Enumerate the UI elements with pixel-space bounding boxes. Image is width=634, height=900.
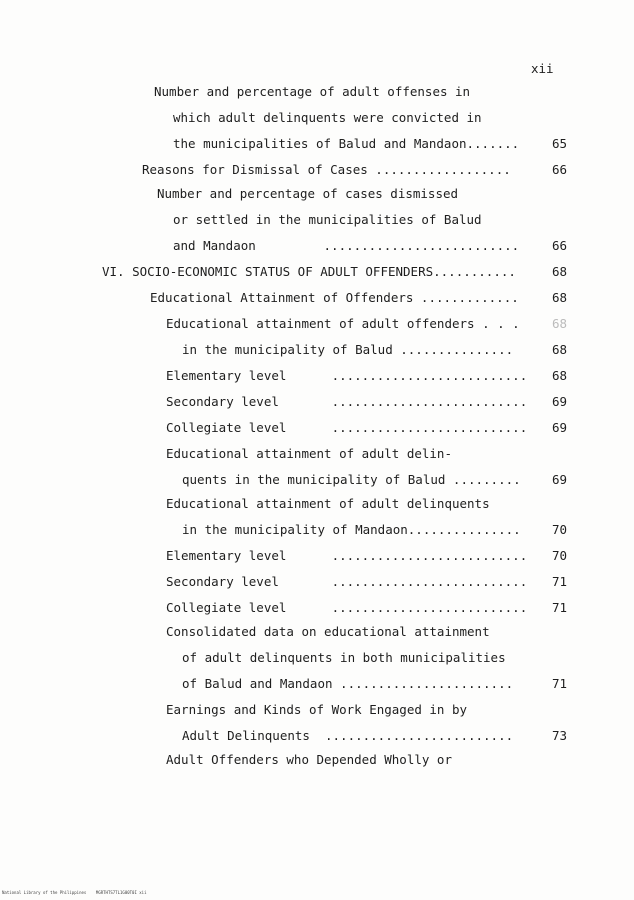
toc-line: Educational attainment of adult offenders . . .: [166, 316, 520, 331]
toc-line: Secondary level ..........................: [166, 574, 528, 589]
toc-line: quents in the municipality of Balud .........: [182, 472, 521, 487]
toc-line: Educational Attainment of Offenders .............: [150, 290, 519, 305]
toc-page-number: 66: [551, 238, 567, 253]
toc-line: Secondary level ..........................: [166, 394, 528, 409]
toc-line: in the municipality of Mandaon...............: [182, 522, 521, 537]
toc-line: Earnings and Kinds of Work Engaged in by: [166, 702, 468, 717]
toc-page-number: 68: [551, 264, 567, 279]
toc-line: Number and percentage of cases dismissed: [157, 186, 459, 201]
toc-chapter-line: VI. SOCIO-ECONOMIC STATUS OF ADULT OFFENDERS...........: [102, 264, 516, 279]
toc-line: of Balud and Mandaon .......................: [182, 676, 514, 691]
toc-line: of adult delinquents in both municipalities: [182, 650, 506, 665]
toc-page-number: 71: [551, 574, 567, 589]
toc-page-number: 69: [551, 394, 567, 409]
toc-line: Elementary level ..........................: [166, 368, 528, 383]
toc-line: and Mandaon ..........................: [173, 238, 520, 253]
toc-line: Elementary level ..........................: [166, 548, 528, 563]
toc-line: Consolidated data on educational attainment: [166, 624, 490, 639]
toc-page-number: 65: [551, 136, 567, 151]
toc-line: which adult delinquents were convicted in: [173, 110, 482, 125]
toc-line: Reasons for Dismissal of Cases ..................: [142, 162, 511, 177]
toc-page-number: 69: [551, 472, 567, 487]
toc-line: Educational attainment of adult delinquents: [166, 496, 490, 511]
toc-page-number: 70: [551, 548, 567, 563]
toc-line: Number and percentage of adult offenses in: [154, 84, 471, 99]
toc-page-number: 68: [551, 342, 567, 357]
toc-page-number: 68: [551, 368, 567, 383]
page-number: xii: [531, 61, 554, 76]
toc-line: the municipalities of Balud and Mandaon.......: [173, 136, 520, 151]
toc-line: Collegiate level ..........................: [166, 420, 528, 435]
toc-page-number: 73: [551, 728, 567, 743]
toc-page-number: 70: [551, 522, 567, 537]
toc-line: Collegiate level ..........................: [166, 600, 528, 615]
toc-page-number: 71: [551, 600, 567, 615]
toc-page-number: 69: [551, 420, 567, 435]
scan-footer: National Library of the Philippines MGRTHTS7TL1G00T0I xii: [2, 890, 147, 895]
toc-page-number: 71: [551, 676, 567, 691]
toc-line: Adult Delinquents .........................: [182, 728, 514, 743]
toc-page-number: 68: [551, 290, 567, 305]
toc-page-number: 68: [551, 316, 567, 331]
toc-page-number: 66: [551, 162, 567, 177]
toc-line: Adult Offenders who Depended Wholly or: [166, 752, 452, 767]
toc-line: Educational attainment of adult delin-: [166, 446, 452, 461]
toc-line: or settled in the municipalities of Balud: [173, 212, 482, 227]
toc-line: in the municipality of Balud ...............: [182, 342, 514, 357]
